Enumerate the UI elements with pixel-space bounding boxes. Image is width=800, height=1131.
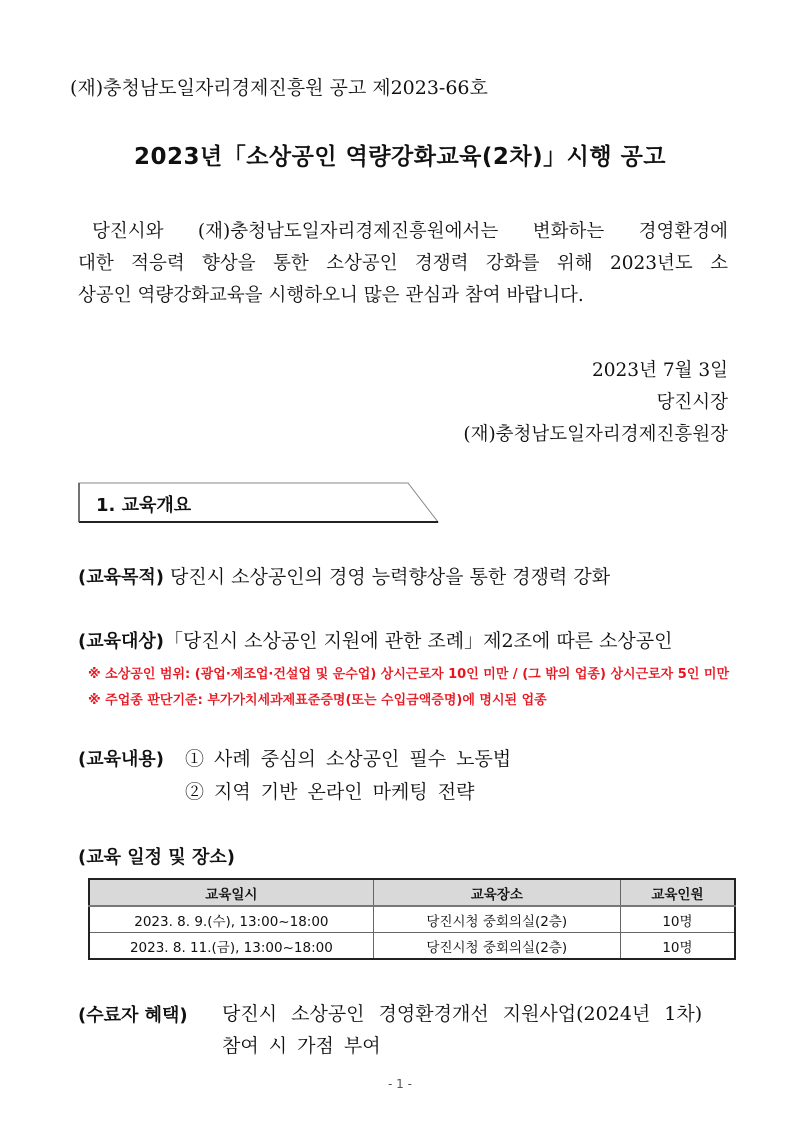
- main-industry-criteria-note: ※ 주업종 판단기준: 부가가치세과제표준증명(또는 수입금액증명)에 명시된 업종: [88, 693, 547, 708]
- column-header-capacity: 교육인원: [620, 879, 735, 906]
- cell-location: 당진시청 중회의실(2층): [373, 906, 620, 933]
- signature-block: [463, 355, 728, 451]
- page-title: 2023년「소상공인 역량강화교육(2차)」시행 공고: [133, 144, 667, 170]
- section-heading: 1. 교육개요: [96, 495, 192, 516]
- small-business-scope-note: ※ 소상공인 범위: (광업·제조업·건설업 및 운수업) 상시근로자 10인 미만 / (그 밖의 업종) 상시근로자 5인 미만: [88, 667, 730, 682]
- table-header-row: [89, 879, 735, 906]
- benefit-text: 당진시 소상공인 경영환경개선 지원사업(2024년 1차): [222, 1003, 703, 1025]
- page-number: - 1 -: [388, 1077, 412, 1091]
- intro-line: 상공인 역량강화교육을 시행하오니 많은 관심과 참여 바랍니다.: [78, 285, 584, 306]
- intro-line: 대한 적응력 향상을 통한 소상공인 경쟁력 강화를 위해 2023년도 소: [78, 253, 728, 274]
- content-item: ② 지역 기반 온라인 마케팅 전략: [185, 781, 475, 803]
- schedule-heading: (교육 일정 및 장소): [78, 847, 235, 868]
- section-heading-box: [78, 482, 438, 522]
- table-row: [89, 933, 735, 960]
- column-header-location: 교육장소: [373, 879, 620, 906]
- schedule-table: [88, 878, 736, 960]
- cell-datetime: 2023. 8. 11.(금), 13:00~18:00: [89, 933, 373, 960]
- target-text: 「당진시 소상공인 지원에 관한 조례」제2조에 따른 소상공인: [164, 630, 673, 652]
- column-header-datetime: 교육일시: [89, 879, 373, 906]
- target-row: [78, 626, 673, 653]
- cell-location: 당진시청 중회의실(2층): [373, 933, 620, 960]
- issuer-agency: (재)충청남도일자리경제진흥원장: [463, 424, 728, 445]
- purpose-row: [78, 562, 610, 589]
- target-label: (교육대상): [78, 631, 165, 652]
- purpose-text: 당진시 소상공인의 경영 능력향상을 통한 경쟁력 강화: [164, 566, 611, 588]
- intro-paragraph: [78, 216, 728, 312]
- cell-capacity: 10명: [620, 906, 735, 933]
- benefit-text: 참여 시 가점 부여: [222, 1035, 381, 1057]
- cell-datetime: 2023. 8. 9.(수), 13:00~18:00: [89, 906, 373, 933]
- cell-capacity: 10명: [620, 933, 735, 960]
- purpose-label: (교육목적): [78, 567, 165, 588]
- content-item: ① 사례 중심의 소상공인 필수 노동법: [185, 748, 512, 770]
- issuer-mayor: 당진시장: [656, 392, 728, 413]
- intro-line: 당진시와 (재)충청남도일자리경제진흥원에서는 변화하는 경영환경에: [92, 221, 728, 242]
- benefit-label: (수료자 혜택): [78, 1005, 188, 1026]
- notice-number: (재)충청남도일자리경제진흥원 공고 제2023-66호: [70, 77, 488, 99]
- content-label: (교육내용): [78, 749, 165, 770]
- issue-date: 2023년 7월 3일: [592, 360, 728, 381]
- table-row: [89, 906, 735, 933]
